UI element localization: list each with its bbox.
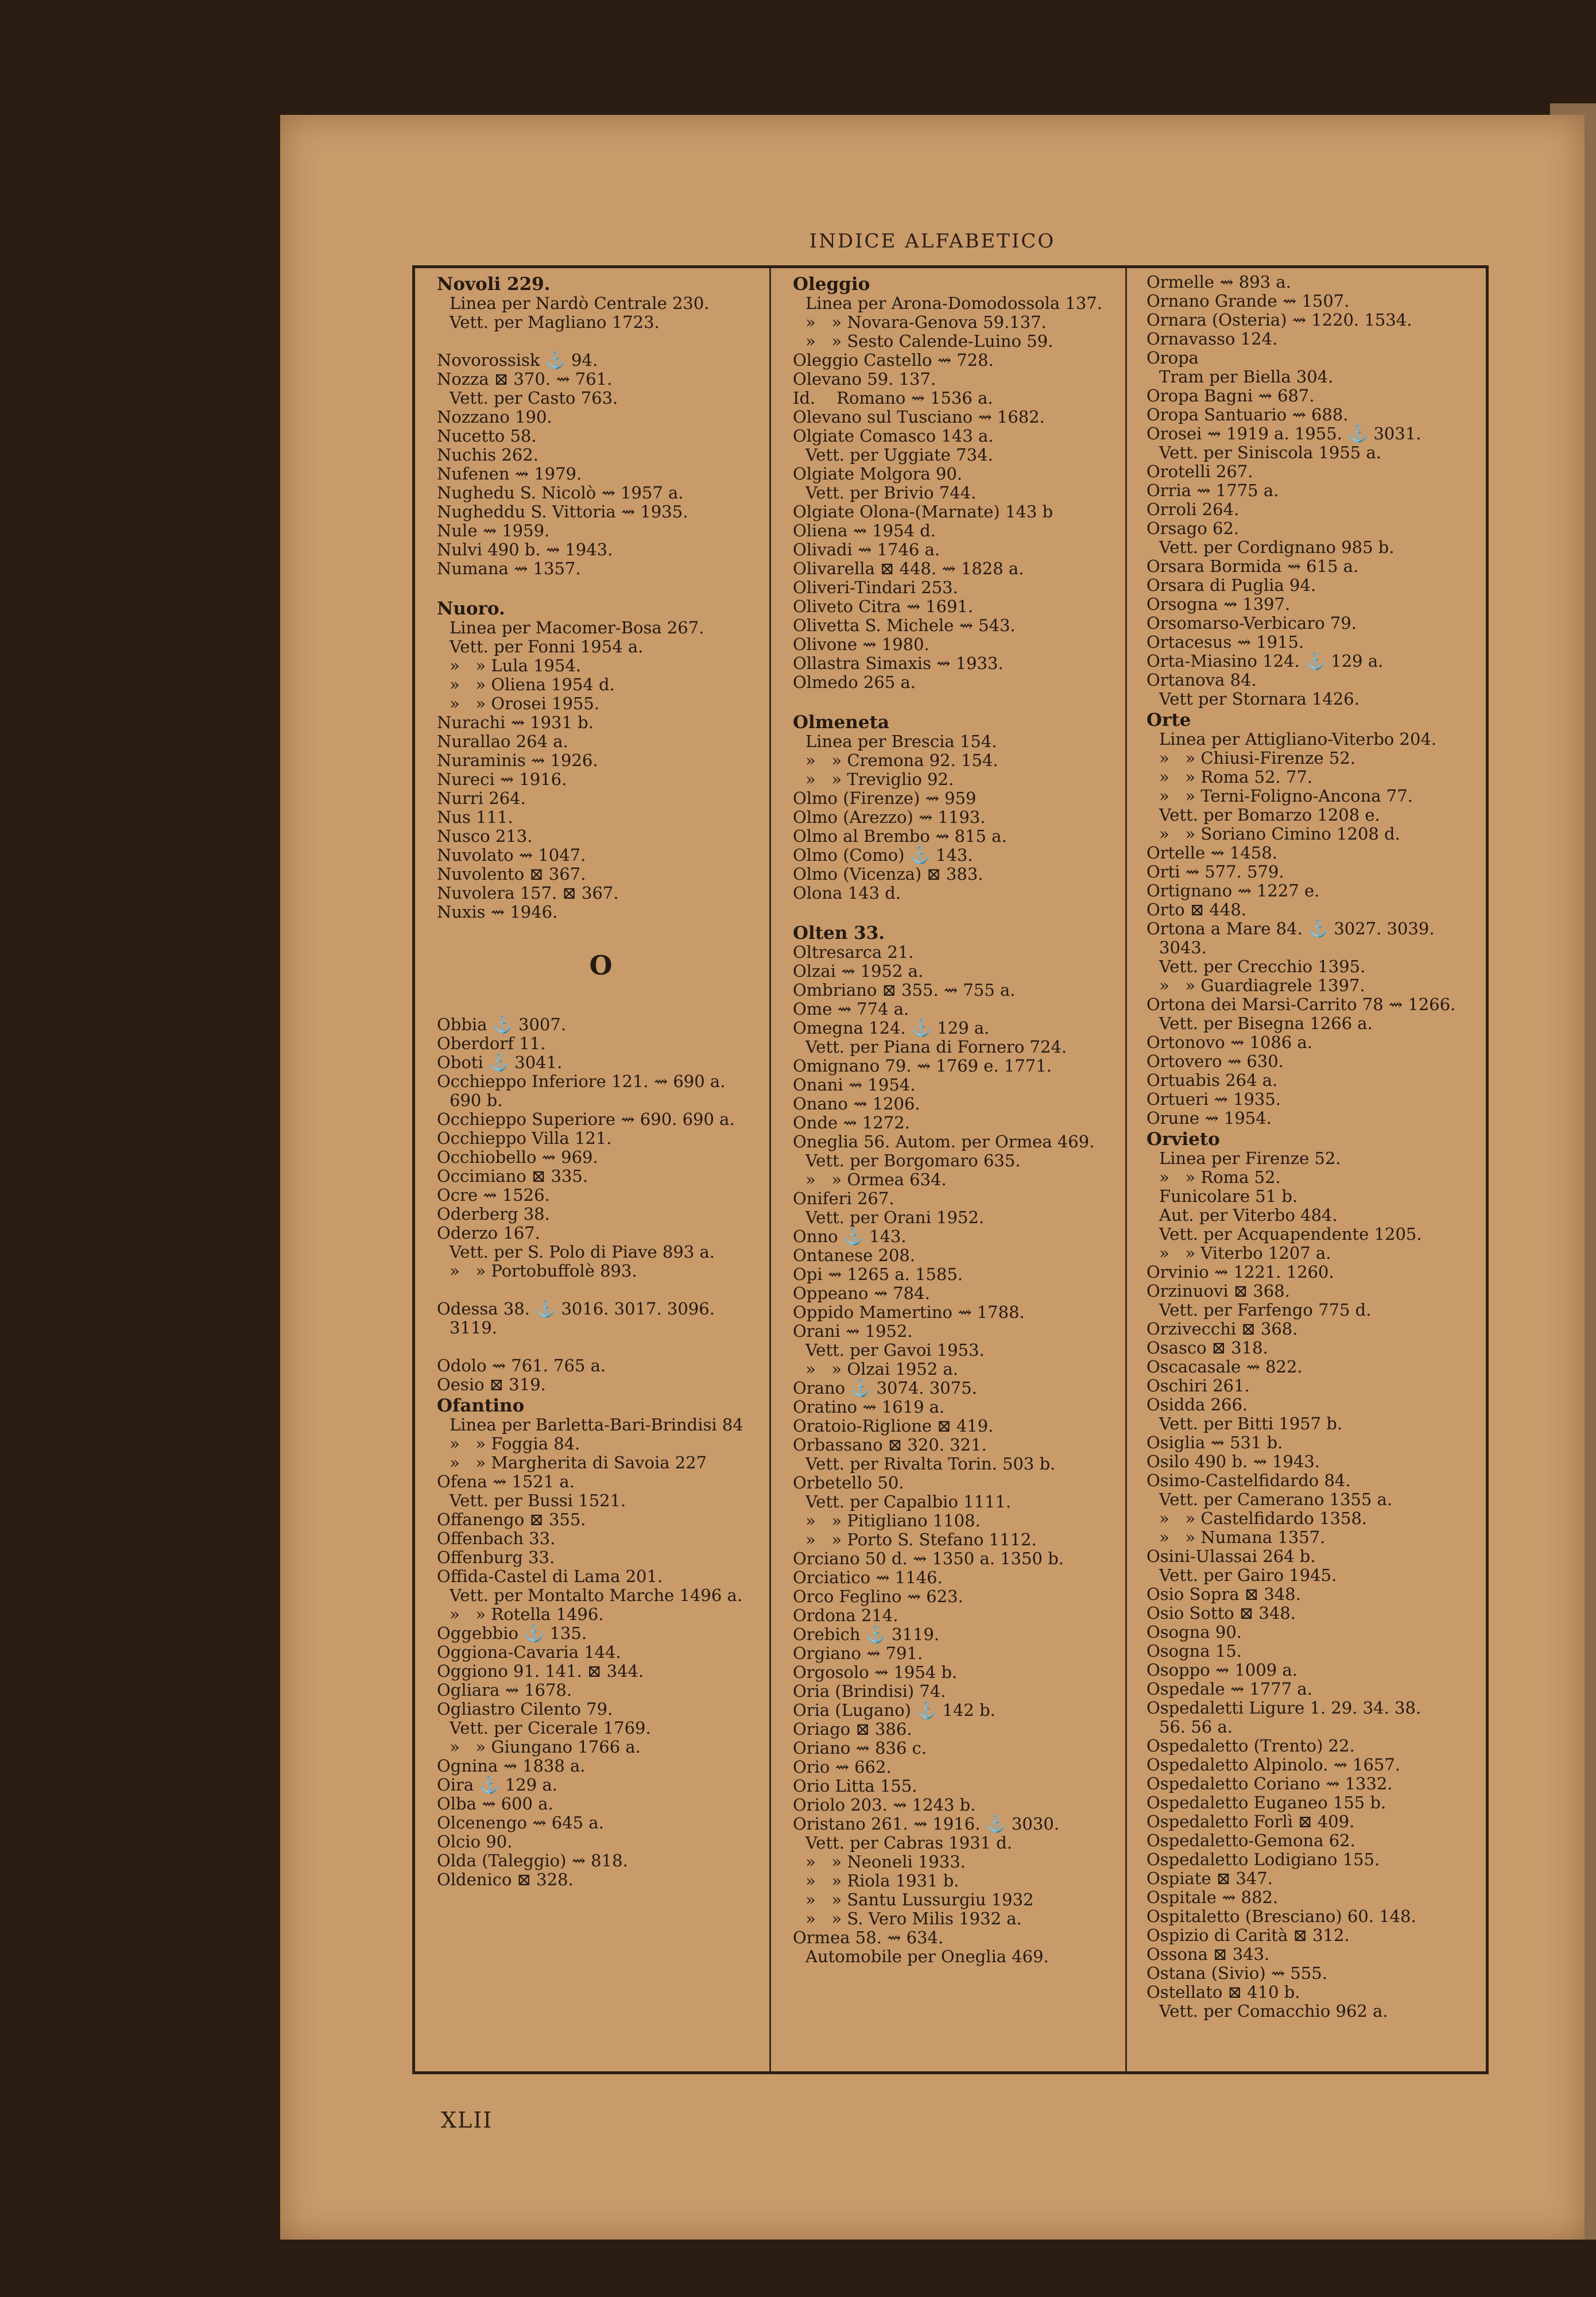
index-entry: Osasco ⊠ 318. — [1146, 1338, 1268, 1358]
index-subentry: 690 b. — [450, 1091, 503, 1110]
index-entry: Nufenen ⇝ 1979. — [437, 464, 582, 484]
index-heading: Orvieto — [1146, 1129, 1220, 1150]
index-entry: Oggebbio ⚓ 135. — [437, 1623, 587, 1643]
index-subentry: » » Giungano 1766 a. — [450, 1737, 641, 1757]
index-entry: Ospizio di Carità ⊠ 312. — [1146, 1925, 1350, 1945]
index-subentry: » » Oliena 1954 d. — [450, 675, 615, 694]
index-entry: Ortona dei Marsi-Carrito 78 ⇝ 1266. — [1146, 995, 1456, 1014]
book-page — [280, 115, 1585, 2240]
index-entry: Ormea 58. ⇝ 634. — [793, 1928, 944, 1947]
index-entry: Ortignano ⇝ 1227 e. — [1146, 881, 1320, 900]
index-subentry: » » Castelfidardo 1358. — [1159, 1509, 1368, 1528]
index-entry: Ostellato ⊠ 410 b. — [1146, 1982, 1300, 2002]
index-entry: Orco Feglino ⇝ 623. — [793, 1587, 963, 1606]
index-entry: Olivarella ⊠ 448. ⇝ 1828 a. — [793, 559, 1024, 578]
index-entry: Nuvolera 157. ⊠ 367. — [437, 883, 619, 903]
index-entry: Ornano Grande ⇝ 1507. — [1146, 291, 1350, 311]
index-entry: Oratino ⇝ 1619 a. — [793, 1397, 945, 1417]
index-subentry: Vett. per Casto 763. — [450, 388, 618, 408]
index-entry: Orano ⚓ 3074. 3075. — [793, 1378, 977, 1398]
index-entry: Occhieppo Villa 121. — [437, 1128, 612, 1148]
index-entry: Ortueri ⇝ 1935. — [1146, 1089, 1281, 1109]
index-column-3 — [1127, 268, 1486, 2071]
index-entry: Olevano sul Tusciano ⇝ 1682. — [793, 407, 1045, 427]
index-entry: Onano ⇝ 1206. — [793, 1094, 920, 1113]
index-entry: Ogliastro Cilento 79. — [437, 1699, 613, 1719]
index-entry: Nugheddu S. Vittoria ⇝ 1935. — [437, 502, 688, 521]
index-subentry: Vett. per Farfengo 775 d. — [1159, 1300, 1372, 1320]
index-subentry: Linea per Brescia 154. — [805, 732, 997, 751]
index-entry: Orio Litta 155. — [793, 1776, 917, 1796]
index-entry: Omegna 124. ⚓ 129 a. — [793, 1018, 990, 1038]
index-entry: Offanengo ⊠ 355. — [437, 1510, 586, 1529]
index-entry: Novorossisk ⚓ 94. — [437, 350, 598, 370]
index-subentry: Vett. per Bisegna 1266 a. — [1159, 1014, 1373, 1033]
index-entry: Orune ⇝ 1954. — [1146, 1108, 1272, 1128]
index-entry: Olmedo 265 a. — [793, 672, 916, 692]
index-entry: Ortelle ⇝ 1458. — [1146, 843, 1277, 863]
index-entry: Ospedaletto Euganeo 155 b. — [1146, 1793, 1386, 1812]
index-entry: Oderberg 38. — [437, 1204, 550, 1224]
index-subentry: Aut. per Viterbo 484. — [1159, 1205, 1338, 1225]
index-subentry: Linea per Barletta-Bari-Brindisi 84 — [450, 1415, 743, 1434]
index-subentry: » » Treviglio 92. — [805, 769, 954, 789]
index-entry: Oberdorf 11. — [437, 1034, 546, 1053]
index-entry: Ostana (Sivio) ⇝ 555. — [1146, 1963, 1327, 1983]
index-entry: Nus 111. — [437, 807, 513, 827]
index-entry: Osini-Ulassai 264 b. — [1146, 1546, 1316, 1566]
index-entry: Offenburg 33. — [437, 1548, 555, 1567]
index-entry: Olgiate Comasco 143 a. — [793, 426, 994, 446]
index-subentry: 3119. — [450, 1318, 498, 1337]
index-entry: Orani ⇝ 1952. — [793, 1321, 913, 1341]
index-entry: Ortanova 84. — [1146, 670, 1257, 690]
index-subentry: Linea per Arona-Domodossola 137. — [805, 293, 1102, 313]
index-subentry: » » Guardiagrele 1397. — [1159, 976, 1365, 995]
index-heading: Oleggio — [793, 274, 870, 295]
index-entry: Olba ⇝ 600 a. — [437, 1794, 553, 1813]
index-entry: Olivone ⇝ 1980. — [793, 635, 929, 654]
index-entry: Olcenengo ⇝ 645 a. — [437, 1813, 604, 1832]
index-subentry: Vett. per Brivio 744. — [805, 483, 977, 502]
index-entry: Olmo (Arezzo) ⇝ 1193. — [793, 807, 986, 827]
index-entry: Orosei ⇝ 1919 a. 1955. ⚓ 3031. — [1146, 424, 1421, 443]
index-entry: Ormelle ⇝ 893 a. — [1146, 272, 1291, 292]
index-subentry: » » Orosei 1955. — [450, 694, 600, 713]
index-subentry: Vett. per Borgomaro 635. — [805, 1151, 1021, 1170]
index-subentry: Vett. per Comacchio 962 a. — [1159, 2001, 1388, 2021]
index-entry: Orzinuovi ⊠ 368. — [1146, 1281, 1290, 1301]
index-frame — [412, 265, 1489, 2074]
index-subentry: Vett. per S. Polo di Piave 893 a. — [450, 1242, 715, 1262]
index-subentry: Vett. per Magliano 1723. — [450, 312, 660, 332]
index-entry: Nozza ⊠ 370. ⇝ 761. — [437, 369, 613, 389]
index-entry: Oriago ⊠ 386. — [793, 1719, 912, 1739]
index-column-1 — [415, 268, 771, 2071]
index-subentry: Vett. per Gairo 1945. — [1159, 1565, 1337, 1585]
index-entry: Ospiate ⊠ 347. — [1146, 1869, 1273, 1888]
index-entry: Orbetello 50. — [793, 1473, 904, 1492]
index-entry: Ospitale ⇝ 882. — [1146, 1888, 1279, 1907]
index-entry: Oneglia 56. Autom. per Ormea 469. — [793, 1132, 1095, 1151]
index-entry: Occhieppo Inferiore 121. ⇝ 690 a. — [437, 1072, 726, 1091]
index-entry: Ortovero ⇝ 630. — [1146, 1051, 1284, 1071]
index-entry: Ossona ⊠ 343. — [1146, 1944, 1270, 1964]
index-entry: Orgiano ⇝ 791. — [793, 1644, 923, 1663]
index-subentry: » » Olzai 1952 a. — [805, 1359, 958, 1379]
index-subentry: » » Roma 52. — [1159, 1167, 1281, 1187]
index-entry: Ortona a Mare 84. ⚓ 3027. 3039. — [1146, 919, 1435, 938]
index-subentry: » » Chiusi-Firenze 52. — [1159, 748, 1356, 768]
index-subentry: Vett. per Camerano 1355 a. — [1159, 1490, 1393, 1509]
index-entry: Occhiobello ⇝ 969. — [437, 1147, 598, 1167]
index-entry: Nuraminis ⇝ 1926. — [437, 751, 598, 770]
section-letter: O — [589, 950, 613, 981]
index-entry: Orto ⊠ 448. — [1146, 900, 1247, 919]
index-entry: Onani ⇝ 1954. — [793, 1075, 916, 1095]
index-entry: Nucetto 58. — [437, 426, 537, 446]
index-entry: Nurallao 264 a. — [437, 732, 568, 751]
index-entry: Orsomarso-Verbicaro 79. — [1146, 613, 1357, 633]
index-entry: Olmo (Como) ⚓ 143. — [793, 845, 973, 865]
index-entry: Olevano 59. 137. — [793, 369, 936, 389]
index-entry: Orbassano ⊠ 320. 321. — [793, 1435, 987, 1455]
index-entry: Olmo (Vicenza) ⊠ 383. — [793, 864, 983, 884]
index-subentry: Vett. per Cicerale 1769. — [450, 1718, 651, 1738]
index-entry: Osogna 15. — [1146, 1641, 1242, 1661]
index-entry: Osimo-Castelfidardo 84. — [1146, 1471, 1351, 1490]
index-entry: Osio Sotto ⊠ 348. — [1146, 1603, 1296, 1623]
index-subentry: Vett. per Uggiate 734. — [805, 445, 993, 465]
index-entry: Oropa Santuario ⇝ 688. — [1146, 405, 1349, 424]
index-entry: Oleggio Castello ⇝ 728. — [793, 350, 994, 370]
index-entry: Obbia ⚓ 3007. — [437, 1015, 567, 1034]
entry-spacer — [793, 903, 1121, 922]
index-entry: Id. Romano ⇝ 1536 a. — [793, 388, 993, 408]
index-subentry: » » Ormea 634. — [805, 1170, 947, 1189]
index-subentry: Funicolare 51 b. — [1159, 1186, 1298, 1206]
index-subentry: Linea per Attigliano-Viterbo 204. — [1159, 729, 1437, 749]
index-entry: Onde ⇝ 1272. — [793, 1113, 910, 1132]
index-subentry: » » Margherita di Savoia 227 — [450, 1453, 707, 1472]
index-subentry: Vett. per Montalto Marche 1496 a. — [450, 1586, 743, 1605]
index-entry: Oriolo 203. ⇝ 1243 b. — [793, 1795, 976, 1815]
index-entry: Orciatico ⇝ 1146. — [793, 1568, 943, 1587]
index-entry: Oesio ⊠ 319. — [437, 1375, 546, 1394]
index-subentry: Vett. per Bussi 1521. — [450, 1491, 626, 1510]
index-entry: Oppido Mamertino ⇝ 1788. — [793, 1302, 1025, 1322]
index-subentry: Vett. per Piana di Fornero 724. — [805, 1037, 1067, 1057]
index-subentry: Linea per Firenze 52. — [1159, 1148, 1341, 1168]
index-entry: Ortonovo ⇝ 1086 a. — [1146, 1033, 1312, 1052]
entry-spacer — [793, 692, 1121, 711]
index-column-2 — [771, 268, 1127, 2071]
index-entry: Ome ⇝ 774 a. — [793, 999, 909, 1019]
index-entry: Occhieppo Superiore ⇝ 690. 690 a. — [437, 1109, 735, 1129]
index-subentry: » » Novara-Genova 59.137. — [805, 312, 1047, 332]
index-entry: Nule ⇝ 1959. — [437, 521, 550, 540]
index-entry: Olgiate Olona-(Marnate) 143 b — [793, 502, 1053, 521]
index-heading: Olmeneta — [793, 712, 889, 733]
index-entry: Oria (Brindisi) 74. — [793, 1681, 946, 1701]
index-entry: Oratoio-Riglione ⊠ 419. — [793, 1416, 994, 1436]
index-entry: Nurri 264. — [437, 788, 526, 808]
index-entry: Orotelli 267. — [1146, 462, 1253, 481]
index-entry: Orebich ⚓ 3119. — [793, 1625, 940, 1644]
index-entry: Oliena ⇝ 1954 d. — [793, 521, 936, 540]
index-subentry: » » Viterbo 1207 a. — [1159, 1243, 1331, 1263]
index-subentry: » » Cremona 92. 154. — [805, 751, 998, 770]
index-entry: Orta-Miasino 124. ⚓ 129 a. — [1146, 651, 1384, 671]
index-entry: Oniferi 267. — [793, 1189, 894, 1208]
index-subentry: Tram per Biella 304. — [1159, 367, 1334, 386]
index-entry: Oderzo 167. — [437, 1223, 540, 1243]
index-entry: Offida-Castel di Lama 201. — [437, 1567, 663, 1586]
index-subentry: Vett. per Acquapendente 1205. — [1159, 1224, 1422, 1244]
index-entry: Offenbach 33. — [437, 1529, 556, 1548]
index-subentry: Vett. per Cabras 1931 d. — [805, 1833, 1013, 1853]
index-entry: Nurachi ⇝ 1931 b. — [437, 713, 594, 732]
index-entry: Osidda 266. — [1146, 1395, 1248, 1414]
index-subentry: 3043. — [1159, 938, 1207, 957]
index-subentry: Vett. per Orani 1952. — [805, 1208, 985, 1227]
index-subentry: » » Soriano Cimino 1208 d. — [1159, 824, 1400, 844]
index-entry: Ortacesus ⇝ 1915. — [1146, 632, 1304, 652]
index-entry: Oropa Bagni ⇝ 687. — [1146, 386, 1315, 405]
index-subentry: Automobile per Oneglia 469. — [805, 1947, 1049, 1966]
page-header: INDICE ALFABETICO — [809, 230, 1056, 253]
index-subentry: » » Lula 1954. — [450, 656, 582, 675]
index-entry: Olzai ⇝ 1952 a. — [793, 961, 924, 981]
index-entry: Ortuabis 264 a. — [1146, 1070, 1278, 1090]
entry-spacer — [437, 332, 765, 351]
index-entry: Osogna 90. — [1146, 1622, 1242, 1642]
index-entry: Ontanese 208. — [793, 1246, 916, 1265]
index-subentry: » » Santu Lussurgiu 1932 — [805, 1890, 1034, 1909]
index-entry: Oristano 261. ⇝ 1916. ⚓ 3030. — [793, 1814, 1059, 1834]
index-subentry: Vett. per Gavoi 1953. — [805, 1340, 985, 1360]
index-entry: Nulvi 490 b. ⇝ 1943. — [437, 540, 613, 559]
index-entry: Nuchis 262. — [437, 445, 539, 465]
index-entry: Ospedaletto (Trento) 22. — [1146, 1736, 1355, 1755]
index-entry: Olgiate Molgora 90. — [793, 464, 963, 484]
index-entry: Ordona 214. — [793, 1606, 898, 1625]
index-entry: Nuvolento ⊠ 367. — [437, 864, 586, 884]
index-entry: Ospedaletti Ligure 1. 29. 34. 38. — [1146, 1698, 1421, 1718]
index-entry: Ospedaletto-Gemona 62. — [1146, 1831, 1355, 1850]
index-entry: Orgosolo ⇝ 1954 b. — [793, 1662, 958, 1682]
index-entry: Osilo 490 b. ⇝ 1943. — [1146, 1452, 1320, 1471]
index-subentry: Vett. per Crecchio 1395. — [1159, 957, 1366, 976]
index-heading: Orte — [1146, 710, 1191, 730]
index-entry: Oboti ⚓ 3041. — [437, 1053, 563, 1072]
index-entry: Ombriano ⊠ 355. ⇝ 755 a. — [793, 980, 1016, 1000]
index-subentry: » » Neoneli 1933. — [805, 1852, 966, 1871]
index-entry: Oliveto Citra ⇝ 1691. — [793, 597, 974, 616]
index-entry: Orria ⇝ 1775 a. — [1146, 481, 1279, 500]
index-entry: Opi ⇝ 1265 a. 1585. — [793, 1264, 963, 1284]
index-entry: Onno ⚓ 143. — [793, 1227, 907, 1246]
entry-spacer — [437, 1337, 765, 1356]
index-entry: Olda (Taleggio) ⇝ 818. — [437, 1851, 628, 1870]
index-entry: Olmo al Brembo ⇝ 815 a. — [793, 826, 1007, 846]
index-entry: Oria (Lugano) ⚓ 142 b. — [793, 1700, 995, 1720]
page-number: XLII — [441, 2107, 493, 2133]
index-subentry: Linea per Nardò Centrale 230. — [450, 293, 710, 313]
index-entry: Ospedaletto Coriano ⇝ 1332. — [1146, 1774, 1393, 1793]
index-subentry: Vett. per Rivalta Torin. 503 b. — [805, 1454, 1056, 1474]
index-subentry: Vett. per Siniscola 1955 a. — [1159, 443, 1381, 462]
index-entry: Olivetta S. Michele ⇝ 543. — [793, 616, 1016, 635]
index-entry: Oriano ⇝ 836 c. — [793, 1738, 927, 1758]
index-entry: Ognina ⇝ 1838 a. — [437, 1756, 586, 1776]
index-entry: Odessa 38. ⚓ 3016. 3017. 3096. — [437, 1299, 715, 1318]
index-subentry: Vett per Stornara 1426. — [1159, 689, 1359, 709]
index-heading: Olten 33. — [793, 923, 885, 943]
index-entry: Orvinio ⇝ 1221. 1260. — [1146, 1262, 1334, 1282]
index-subentry: Vett. per Cordignano 985 b. — [1159, 537, 1394, 557]
index-entry: Odolo ⇝ 761. 765 a. — [437, 1356, 606, 1375]
index-heading: Nuoro. — [437, 598, 505, 619]
index-entry: Olmo (Firenze) ⇝ 959 — [793, 788, 977, 808]
index-entry: Oscacasale ⇝ 822. — [1146, 1357, 1303, 1376]
index-entry: Ospedaletto Lodigiano 155. — [1146, 1850, 1380, 1869]
index-subentry: » » Foggia 84. — [450, 1434, 580, 1453]
index-entry: Ofena ⇝ 1521 a. — [437, 1472, 575, 1491]
index-subentry: » » Rotella 1496. — [450, 1604, 604, 1624]
index-entry: Olcio 90. — [437, 1832, 513, 1851]
index-entry: Oira ⚓ 129 a. — [437, 1775, 557, 1795]
index-subentry: 56. 56 a. — [1159, 1717, 1233, 1737]
index-entry: Orsago 62. — [1146, 519, 1239, 538]
index-subentry: Linea per Macomer-Bosa 267. — [450, 618, 704, 637]
entry-spacer — [437, 578, 765, 597]
index-entry: Ospedale ⇝ 1777 a. — [1146, 1679, 1312, 1699]
index-subentry: » » Sesto Calende-Luino 59. — [805, 331, 1053, 351]
index-entry: Olivadi ⇝ 1746 a. — [793, 540, 940, 559]
index-entry: Occimiano ⊠ 335. — [437, 1166, 588, 1186]
index-entry: Orsogna ⇝ 1397. — [1146, 594, 1291, 614]
index-subentry: Vett. per Bitti 1957 b. — [1159, 1414, 1343, 1433]
index-entry: Orciano 50 d. ⇝ 1350 a. 1350 b. — [793, 1549, 1064, 1568]
index-entry: Oliveri-Tindari 253. — [793, 578, 958, 597]
index-entry: Ornara (Osteria) ⇝ 1220. 1534. — [1146, 310, 1412, 330]
index-entry: Nusco 213. — [437, 826, 533, 846]
index-subentry: Vett. per Bomarzo 1208 e. — [1159, 805, 1380, 825]
index-entry: Nughedu S. Nicolò ⇝ 1957 a. — [437, 483, 684, 502]
index-entry: Orsara di Puglia 94. — [1146, 575, 1316, 595]
index-entry: Oschiri 261. — [1146, 1376, 1250, 1395]
index-entry: Ospitaletto (Bresciano) 60. 148. — [1146, 1907, 1416, 1926]
index-entry: Ornavasso 124. — [1146, 329, 1278, 349]
index-subentry: Vett. per Capalbio 1111. — [805, 1492, 1012, 1511]
index-entry: Ogliara ⇝ 1678. — [437, 1680, 572, 1700]
index-subentry: » » Numana 1357. — [1159, 1528, 1326, 1547]
index-entry: Ollastra Simaxis ⇝ 1933. — [793, 653, 1004, 673]
entry-spacer — [437, 1281, 765, 1300]
index-entry: Oltresarca 21. — [793, 942, 914, 962]
index-entry: Oggiono 91. 141. ⊠ 344. — [437, 1661, 644, 1681]
index-entry: Orti ⇝ 577. 579. — [1146, 862, 1284, 881]
index-subentry: » » Terni-Foligno-Ancona 77. — [1159, 786, 1413, 806]
index-entry: Osiglia ⇝ 531 b. — [1146, 1433, 1283, 1452]
index-entry: Ospedaletto Forlì ⊠ 409. — [1146, 1812, 1355, 1831]
index-entry: Olona 143 d. — [793, 883, 901, 903]
index-entry: Nozzano 190. — [437, 407, 552, 427]
index-entry: Orsara Bormida ⇝ 615 a. — [1146, 556, 1359, 576]
index-entry: Osio Sopra ⊠ 348. — [1146, 1584, 1301, 1604]
index-entry: Nuxis ⇝ 1946. — [437, 902, 558, 922]
index-entry: Nureci ⇝ 1916. — [437, 769, 567, 789]
index-subentry: » » Riola 1931 b. — [805, 1871, 959, 1890]
index-subentry: » » Portobuffolè 893. — [450, 1261, 637, 1281]
index-subentry: » » Roma 52. 77. — [1159, 767, 1313, 787]
index-entry: Nuvolato ⇝ 1047. — [437, 845, 586, 865]
index-entry: Osoppo ⇝ 1009 a. — [1146, 1660, 1297, 1680]
index-subentry: » » S. Vero Milis 1932 a. — [805, 1909, 1022, 1928]
index-heading: Novoli 229. — [437, 274, 551, 295]
index-subentry: Vett. per Fonni 1954 a. — [450, 637, 644, 656]
index-heading: Ofantino — [437, 1395, 525, 1416]
index-subentry: » » Porto S. Stefano 1112. — [805, 1530, 1037, 1549]
index-entry: Oppeano ⇝ 784. — [793, 1283, 930, 1303]
index-entry: Omignano 79. ⇝ 1769 e. 1771. — [793, 1056, 1052, 1076]
index-entry: Oggiona-Cavaria 144. — [437, 1642, 621, 1662]
index-entry: Ospedaletto Alpinolo. ⇝ 1657. — [1146, 1755, 1401, 1774]
index-entry: Orroli 264. — [1146, 500, 1239, 519]
index-entry: Oropa — [1146, 348, 1199, 368]
index-entry: Orzivecchi ⊠ 368. — [1146, 1319, 1298, 1339]
index-subentry: » » Pitigliano 1108. — [805, 1511, 981, 1530]
index-entry: Oldenico ⊠ 328. — [437, 1870, 574, 1889]
index-entry: Orio ⇝ 662. — [793, 1757, 892, 1777]
index-entry: Numana ⇝ 1357. — [437, 559, 581, 578]
index-entry: Ocre ⇝ 1526. — [437, 1185, 550, 1205]
